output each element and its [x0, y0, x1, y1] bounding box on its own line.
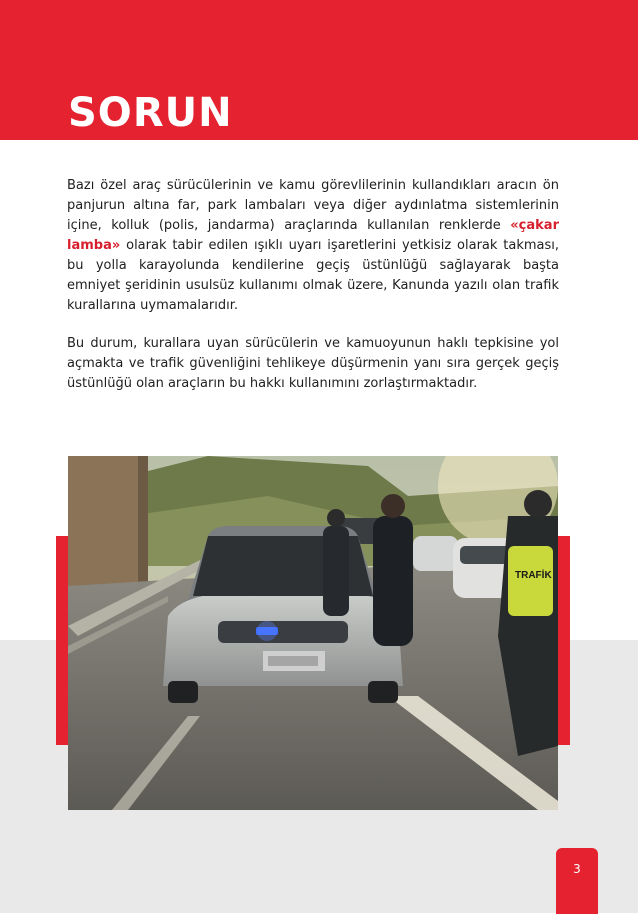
body-text	[67, 176, 559, 394]
photo-accent-bar-right	[558, 536, 570, 745]
paragraph-1-start: Bazı özel araç sürücülerinin ve kamu görevlilerinin kullandıkları aracın ön panjurun altına far, park lambaları veya diğer aydınlatma sistemlerinin içine, kolluk (polis, jandarma) araçlarında kullanılan renklerde	[67, 178, 559, 233]
section-title: SORUN	[68, 90, 233, 136]
paragraph-2: Bu durum, kurallara uyan sürücülerin ve kamuoyunun haklı tepkisine yol açmakta ve trafik güvenliğini tehlikeye düşürmenin yanı sıra gerçek geçiş üstünlüğü olan araçların bu hakkı kullanımını zorlaştırmaktadır.	[67, 336, 559, 391]
paragraph-1-end: olarak tabir edilen ışıklı uyarı işaretlerini yetkisiz olarak takması, bu yolla karayolunda kendilerine geçiş üstünlüğü sağlayarak başta emniyet şeridinin usulsüz kullanımı olmak üzere, Kanunda yazılı olan trafik kurallarına uymamalarıdır.	[67, 238, 559, 313]
traffic-stop-photo	[68, 456, 558, 810]
photo-accent-bar-left	[56, 536, 68, 745]
page-number: 3	[573, 862, 581, 876]
paragraph-1	[67, 176, 559, 316]
emphasis-term: «çakar lamba»	[67, 218, 559, 253]
vest-label: TRAFİK	[515, 570, 552, 581]
page-number-tab	[556, 848, 598, 914]
